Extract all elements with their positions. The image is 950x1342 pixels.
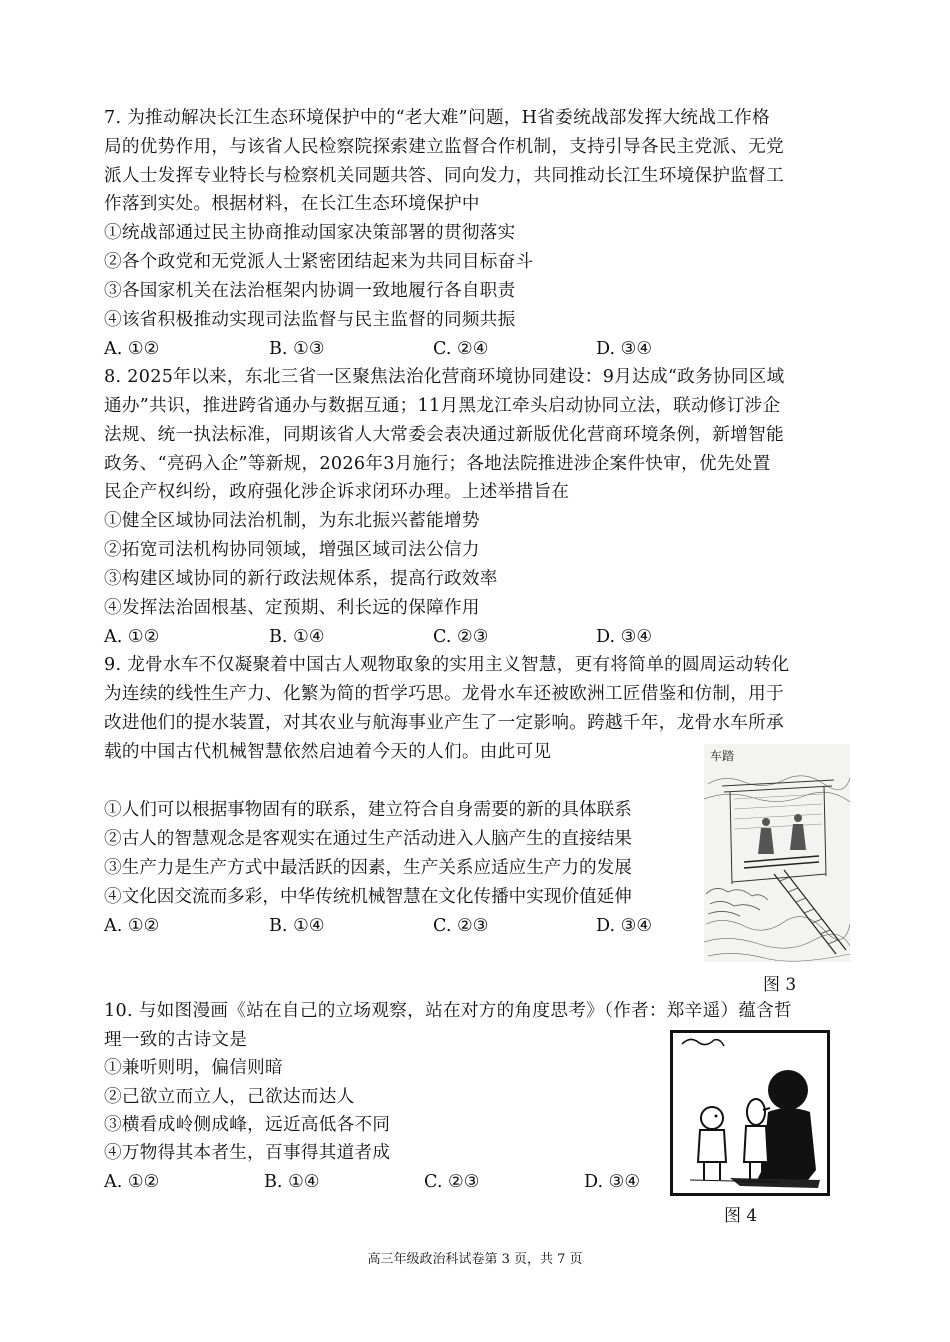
q8-stem-line-4: 政务、“亮码入企”等新规，2026年3月施行；各地法院推进涉企案件快审，优先处置 bbox=[104, 454, 771, 474]
q8-option-a: A. ①② bbox=[104, 627, 160, 647]
q8-option-d: D. ③④ bbox=[596, 627, 653, 647]
q7-item-1: ①统战部通过民主协商推动国家决策部署的贯彻落实 bbox=[104, 223, 516, 243]
q9-item-1: ①人们可以根据事物固有的联系，建立符合自身需要的新的具体联系 bbox=[104, 800, 632, 820]
q10-option-c: C. ②③ bbox=[424, 1172, 480, 1192]
q9-item-4: ④文化因交流而多彩，中华传统机械智慧在文化传播中实现价值延伸 bbox=[104, 887, 632, 907]
q10-option-a: A. ①② bbox=[104, 1172, 160, 1192]
figure-3-caption: 图 3 bbox=[763, 975, 797, 995]
q7-item-2: ②各个政党和无党派人士紧密团结起来为共同目标奋斗 bbox=[104, 252, 534, 272]
q8-item-4: ④发挥法治固根基、定预期、利长远的保障作用 bbox=[104, 598, 480, 618]
q7-stem-line-2: 局的优势作用，与该省人民检察院探索建立监督合作机制，支持引导各民主党派、无党 bbox=[104, 137, 784, 157]
q8-stem-line-5: 民企产权纠纷，政府强化涉企诉求闭环办理。上述举措旨在 bbox=[104, 482, 570, 502]
q8-option-c: C. ②③ bbox=[433, 627, 489, 647]
q9-option-b: B. ①④ bbox=[269, 916, 325, 936]
q10-option-d: D. ③④ bbox=[584, 1172, 641, 1192]
q9-stem-line-3: 改进他们的提水装置，对其农业与航海事业产生了一定影响。跨越千年，龙骨水车所承 bbox=[104, 713, 784, 733]
q8-item-1: ①健全区域协同法治机制，为东北振兴蓄能增势 bbox=[104, 511, 480, 531]
q10-option-b: B. ①④ bbox=[264, 1172, 320, 1192]
q10-stem-line-1: 10. 与如图漫画《站在自己的立场观察，站在对方的角度思考》（作者：郑辛遥）蕴含哲 bbox=[104, 1001, 793, 1021]
q10-stem-line-2: 理一致的古诗文是 bbox=[104, 1030, 248, 1050]
q10-item-4: ④万物得其本者生，百事得其道者成 bbox=[104, 1143, 391, 1163]
figure-3-title: 车踏 bbox=[710, 749, 735, 763]
q9-item-2: ②古人的智慧观念是客观实在通过生产活动进入人脑产生的直接结果 bbox=[104, 829, 632, 849]
q7-stem-line-4: 作落到实处。根据材料，在长江生态环境保护中 bbox=[104, 194, 480, 214]
q7-option-b: B. ①③ bbox=[269, 339, 325, 359]
q8-item-2: ②拓宽司法机构协同领域，增强区域司法公信力 bbox=[104, 540, 480, 560]
q7-option-d: D. ③④ bbox=[596, 339, 653, 359]
q7-item-4: ④该省积极推动实现司法监督与民主监督的同频共振 bbox=[104, 310, 516, 330]
q9-stem-line-4: 载的中国古代机械智慧依然启迪着今天的人们。由此可见 bbox=[104, 742, 552, 762]
q8-stem-line-3: 法规、统一执法标准，同期该省人大常委会表决通过新版优化营商环境条例，新增智能 bbox=[104, 425, 784, 445]
q9-option-d: D. ③④ bbox=[596, 916, 653, 936]
page-footer: 高三年级政治科试卷第 3 页，共 7 页 bbox=[367, 1252, 583, 1267]
water-wheel-figure bbox=[704, 744, 850, 962]
q10-item-1: ①兼听则明，偏信则暗 bbox=[104, 1058, 283, 1078]
q9-stem-line-2: 为连续的线性生产力、化繁为简的哲学巧思。龙骨水车还被欧洲工匠借鉴和仿制，用于 bbox=[104, 684, 784, 704]
q8-stem-line-2: 通办”共识，推进跨省通办与数据互通；11月黑龙江牵头启动协同立法，联动修订涉企 bbox=[104, 396, 781, 416]
q10-item-2: ②己欲立而立人，己欲达而达人 bbox=[104, 1087, 355, 1107]
water-wheel-illustration bbox=[704, 744, 850, 962]
q7-stem-line-1: 7. 为推动解决长江生态环境保护中的“老大难”问题，H省委统战部发挥大统战工作格 bbox=[104, 108, 770, 128]
q8-item-3: ③构建区域协同的新行政法规体系，提高行政效率 bbox=[104, 569, 498, 589]
q7-stem-line-3: 派人士发挥专业特长与检察机关同题共答、同向发力，共同推动长江生环境保护监督工 bbox=[104, 166, 784, 186]
figure-4-caption: 图 4 bbox=[724, 1206, 758, 1226]
q9-option-a: A. ①② bbox=[104, 916, 160, 936]
q10-item-3: ③横看成岭侧成峰，远近高低各不同 bbox=[104, 1115, 391, 1135]
cartoon-figure bbox=[670, 1030, 830, 1196]
q7-item-3: ③各国家机关在法治框架内协调一致地履行各自职责 bbox=[104, 281, 516, 301]
q8-stem-line-1: 8. 2025年以来，东北三省一区聚焦法治化营商环境协同建设：9月达成“政务协同区域 bbox=[104, 367, 785, 387]
q9-item-3: ③生产力是生产方式中最活跃的因素，生产关系应适应生产力的发展 bbox=[104, 858, 632, 878]
cartoon-illustration bbox=[670, 1030, 830, 1196]
q8-option-b: B. ①④ bbox=[269, 627, 325, 647]
q9-stem-line-1: 9. 龙骨水车不仅凝聚着中国古人观物取象的实用主义智慧，更有将简单的圆周运动转化 bbox=[104, 655, 790, 675]
q9-option-c: C. ②③ bbox=[433, 916, 489, 936]
q7-option-a: A. ①② bbox=[104, 339, 160, 359]
q7-option-c: C. ②④ bbox=[433, 339, 489, 359]
